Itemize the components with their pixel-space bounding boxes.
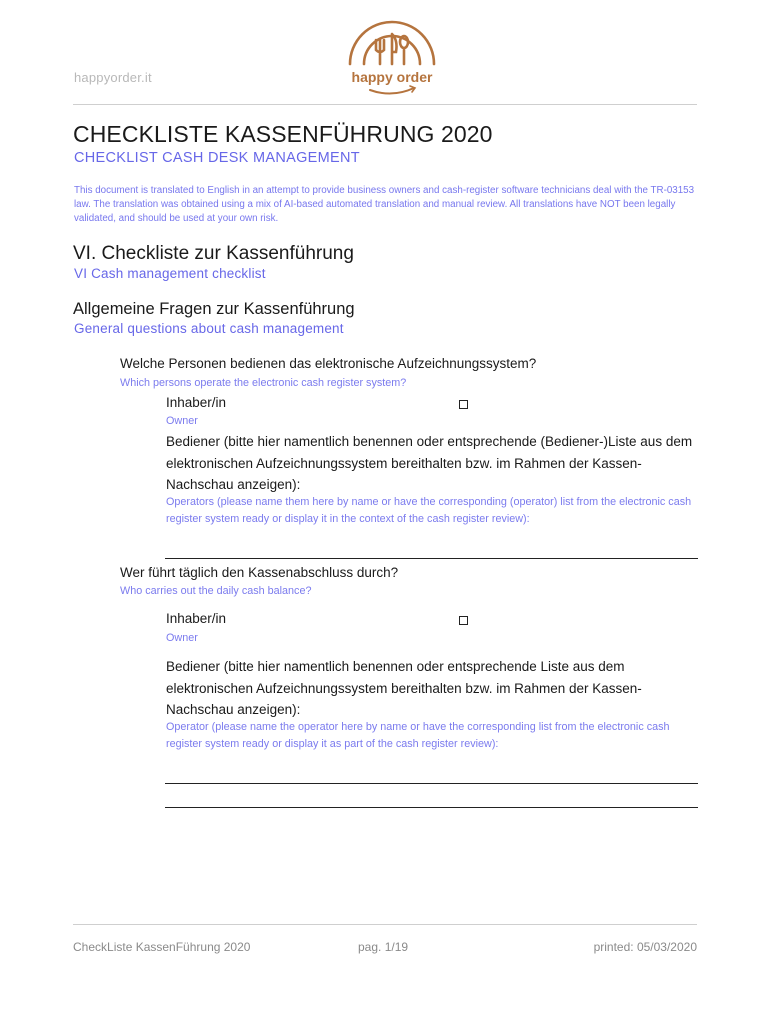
- happy-order-logo: [336, 6, 448, 98]
- q1-operator-text: Bediener (bitte hier namentlich benennen oder entsprechende (Bediener-)Liste aus dem elektronischen Aufzeichnungssystem bereithalten bzw. im Rahmen der Kassen-Nachschau anzeigen):: [166, 434, 693, 492]
- document-title: CHECKLISTE KASSENFÜHRUNG 2020: [73, 121, 493, 147]
- q2-operator-answer-line-2[interactable]: [165, 807, 698, 808]
- footer-print-date: printed: 05/03/2020: [593, 940, 697, 954]
- logo-text: happy order: [351, 69, 433, 85]
- q2-option-owner-label: Inhaber/in: [166, 611, 227, 626]
- q1-owner-checkbox[interactable]: [459, 400, 468, 409]
- subsection-heading: Allgemeine Fragen zur Kassenführung: [73, 300, 355, 318]
- document-subtitle: CHECKLIST CASH DESK MANAGEMENT: [74, 150, 360, 166]
- q1-operator-answer-line[interactable]: [165, 558, 698, 559]
- q2-operator-text: Bediener (bitte hier namentlich benennen oder entsprechende Liste aus dem elektronischen Aufzeichnungssystem bereithalten bzw. im Rahmen der Kassen-Nachschau anzeigen):: [166, 659, 642, 717]
- footer-page-number: pag. 1/19: [358, 940, 409, 954]
- question-2-translation: Who carries out the daily cash balance?: [120, 585, 312, 597]
- q1-option-owner-translation: Owner: [166, 415, 198, 427]
- section-heading-translation: VI Cash management checklist: [74, 266, 266, 281]
- question-2: Wer führt täglich den Kassenabschluss durch?: [120, 565, 399, 580]
- q2-operator-answer-line-1[interactable]: [165, 783, 698, 784]
- footer-document-name: CheckListe KassenFührung 2020: [73, 940, 251, 954]
- subsection-heading-translation: General questions about cash management: [74, 321, 344, 336]
- q1-operator-translation: Operators (please name them here by name or have the corresponding (operator) list from the electronic cash register system ready or display it in the context of the cash register review):: [166, 496, 692, 525]
- q1-option-owner-label: Inhaber/in: [166, 395, 227, 410]
- site-url: happyorder.it: [74, 70, 152, 85]
- q2-owner-checkbox[interactable]: [459, 616, 468, 625]
- footer-divider: [73, 924, 697, 925]
- question-1-translation: Which persons operate the electronic cash register system?: [120, 377, 407, 389]
- logo-icon: [336, 6, 448, 98]
- q2-operator-translation: Operator (please name the operator here by name or have the corresponding list from the electronic cash register system ready or display it as part of the cash register review):: [166, 721, 670, 750]
- question-1: Welche Personen bedienen das elektronische Aufzeichnungssystem?: [120, 356, 537, 371]
- q2-option-owner-translation: Owner: [166, 632, 198, 644]
- section-heading: VI. Checkliste zur Kassenführung: [73, 243, 354, 264]
- header-divider: [73, 104, 697, 105]
- translation-disclaimer: This document is translated to English in an attempt to provide business owners and cash-register software technicians deal with the TR-03153 law. The translation was obtained using a mix of AI-based automated translation and manual review. All translations have NOT been legally validated, and should be used at your own risk.: [74, 185, 695, 224]
